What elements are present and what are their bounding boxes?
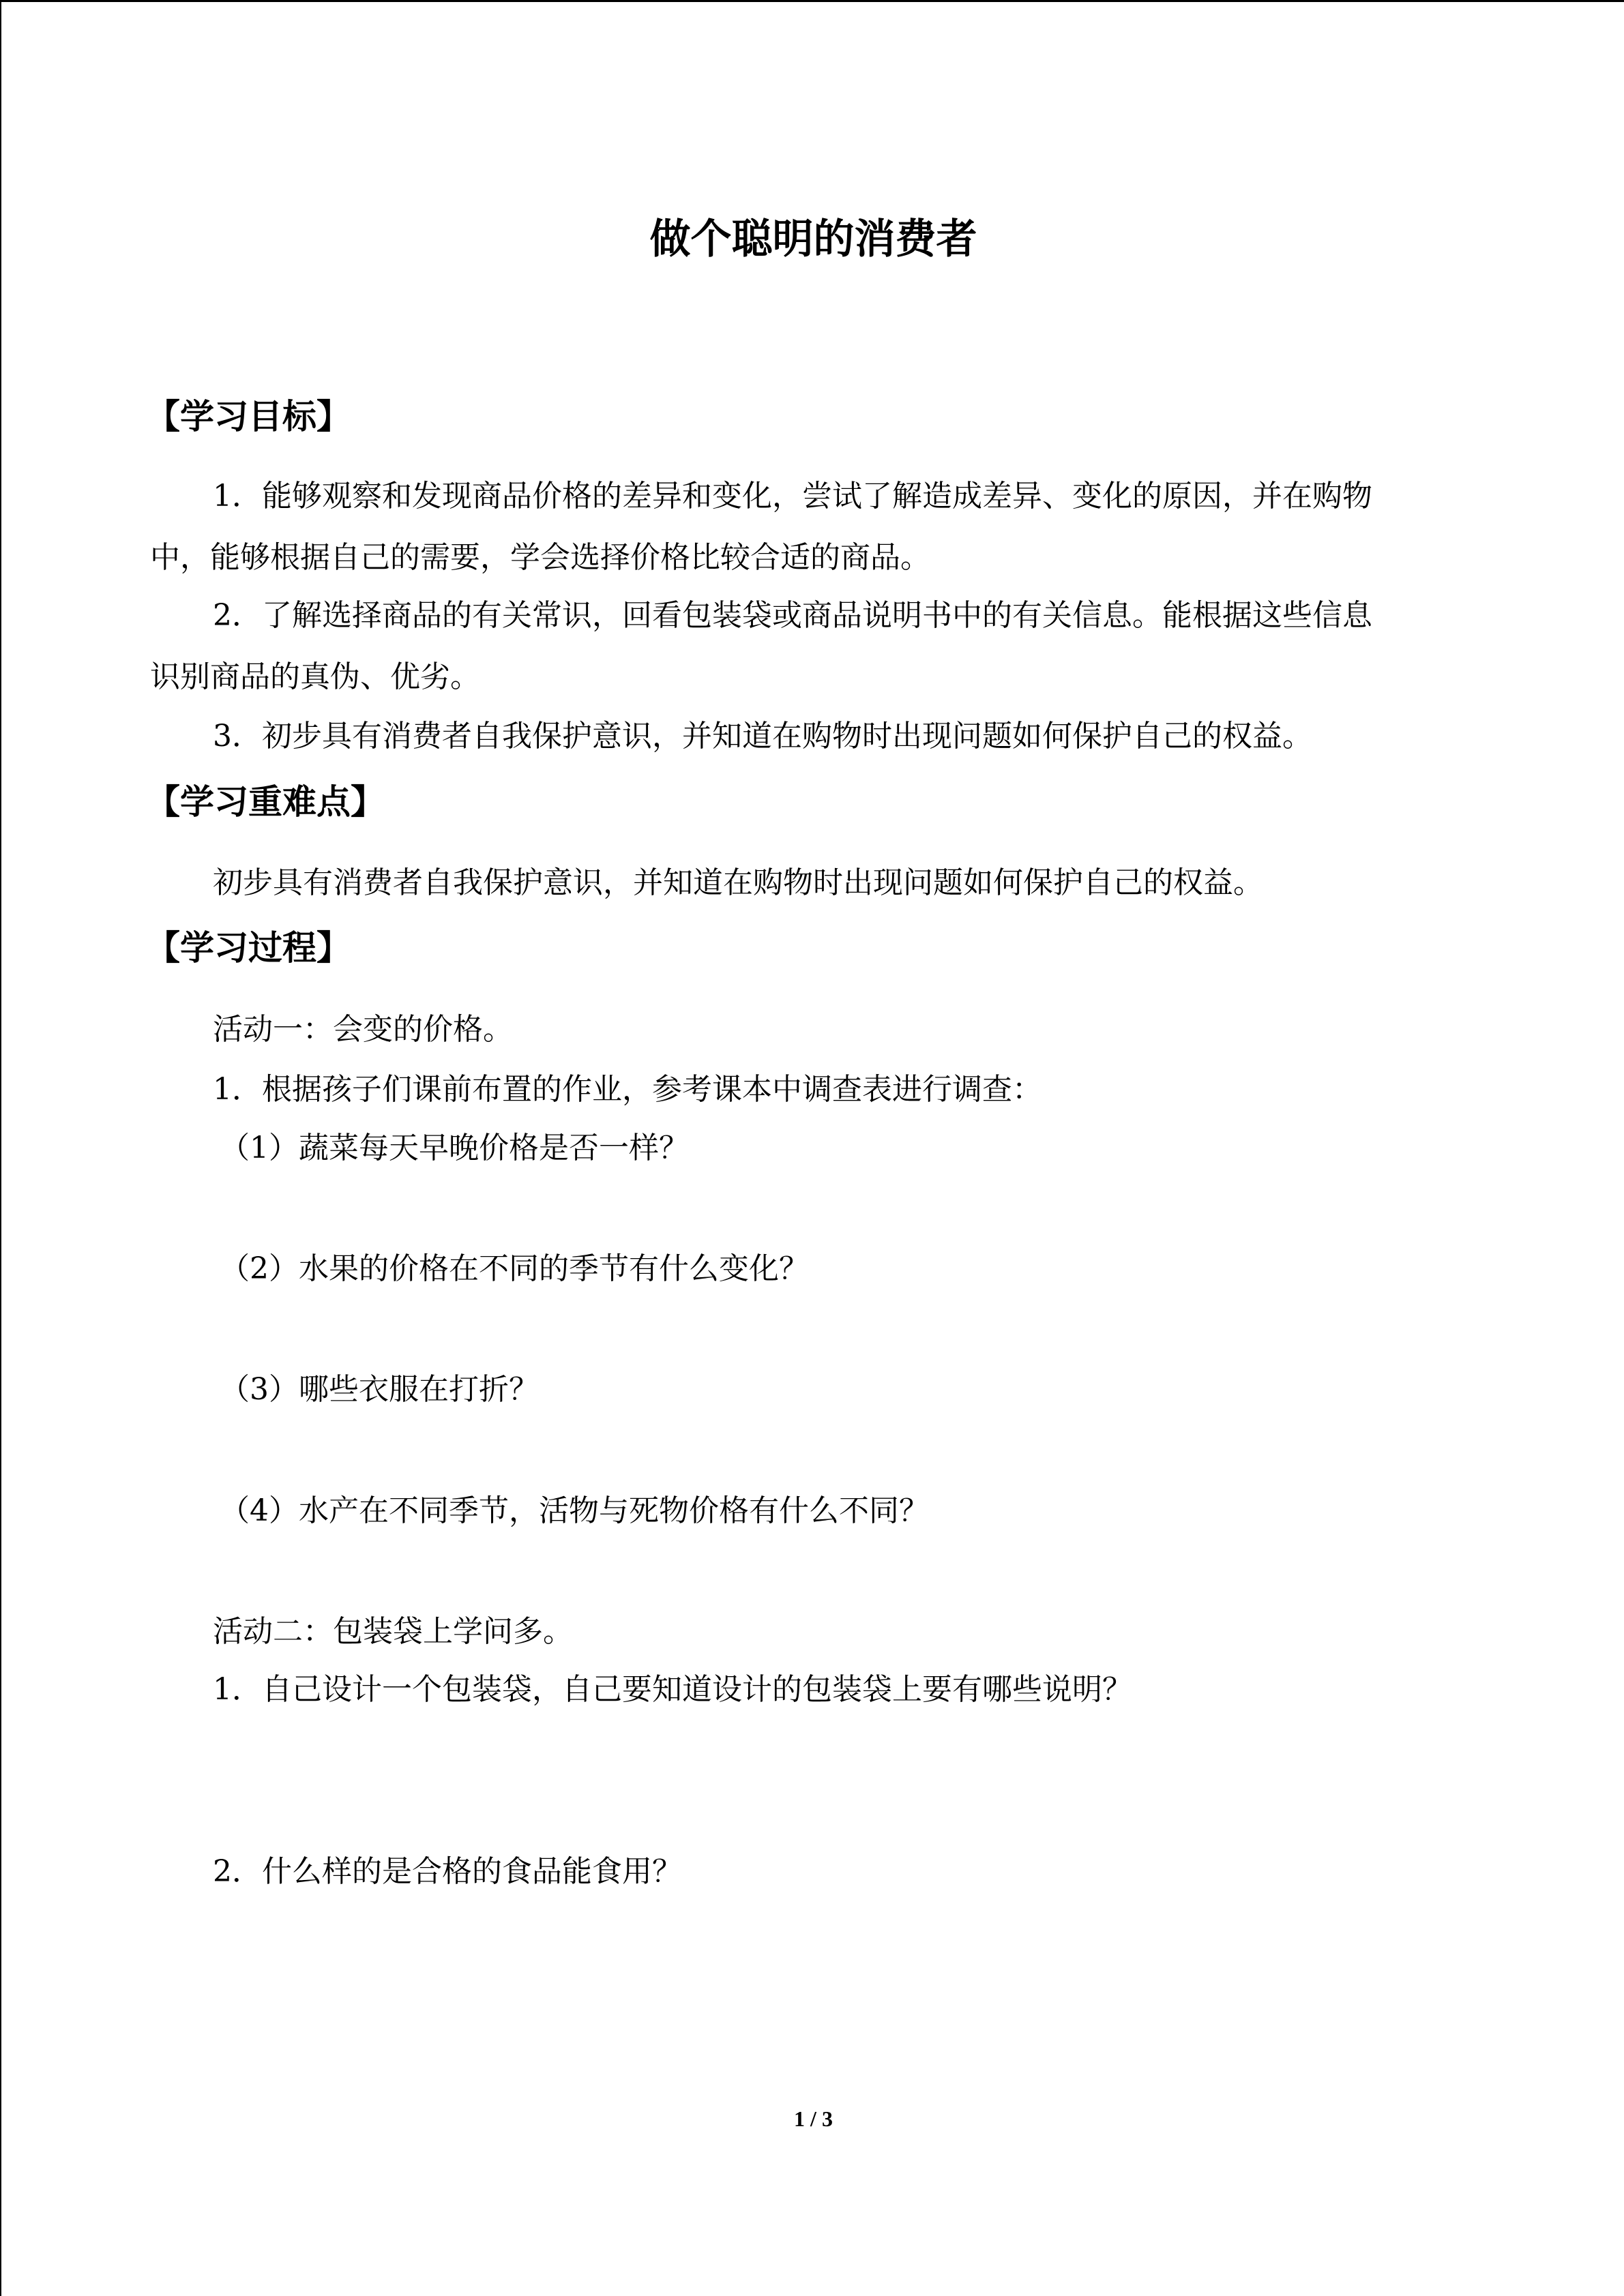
question-1: （1）蔬菜每天早晚价格是否一样？ bbox=[220, 1131, 689, 1165]
question-4: （4）水产在不同季节，活物与死物价格有什么不同？ bbox=[220, 1493, 929, 1528]
question-2: （2）水果的价格在不同的季节有什么变化？ bbox=[220, 1251, 809, 1286]
page-number: 1 / 3 bbox=[794, 2106, 833, 2131]
objectives-heading: 【学习目标】 bbox=[146, 397, 351, 436]
key-points-text: 初步具有消费者自我保护意识，并知道在购物时出现问题如何保护自己的权益。 bbox=[213, 865, 1263, 900]
process-heading: 【学习过程】 bbox=[146, 928, 351, 968]
objective-2-line-1: 2．了解选择商品的有关常识，回看包装袋或商品说明书中的有关信息。能根据这些信息 bbox=[213, 598, 1372, 633]
objective-2-line-2: 识别商品的真伪、优劣。 bbox=[150, 659, 480, 694]
objective-1-line-1: 1．能够观察和发现商品价格的差异和变化，尝试了解造成差异、变化的原因，并在购物 bbox=[213, 479, 1372, 513]
activity-1-title: 活动一：会变的价格。 bbox=[213, 1012, 513, 1047]
objective-3-line-1: 3．初步具有消费者自我保护意识，并知道在购物时出现问题如何保护自己的权益。 bbox=[213, 719, 1312, 754]
activity-2-task-2: 2．什么样的是合格的食品能食用？ bbox=[213, 1854, 682, 1889]
activity-2-task-1: 1．自己设计一个包装袋，自己要知道设计的包装袋上要有哪些说明？ bbox=[213, 1672, 1132, 1707]
document-title: 做个聪明的消费者 bbox=[649, 215, 977, 263]
objective-1-line-2: 中，能够根据自己的需要，学会选择价格比较合适的商品。 bbox=[150, 540, 930, 575]
question-3: （3）哪些衣服在打折？ bbox=[220, 1372, 539, 1407]
activity-2-title: 活动二：包装袋上学问多。 bbox=[213, 1614, 573, 1649]
activity-1-task: 1．根据孩子们课前布置的作业，参考课本中调查表进行调查： bbox=[213, 1072, 1042, 1107]
key-points-heading: 【学习重难点】 bbox=[146, 782, 385, 822]
